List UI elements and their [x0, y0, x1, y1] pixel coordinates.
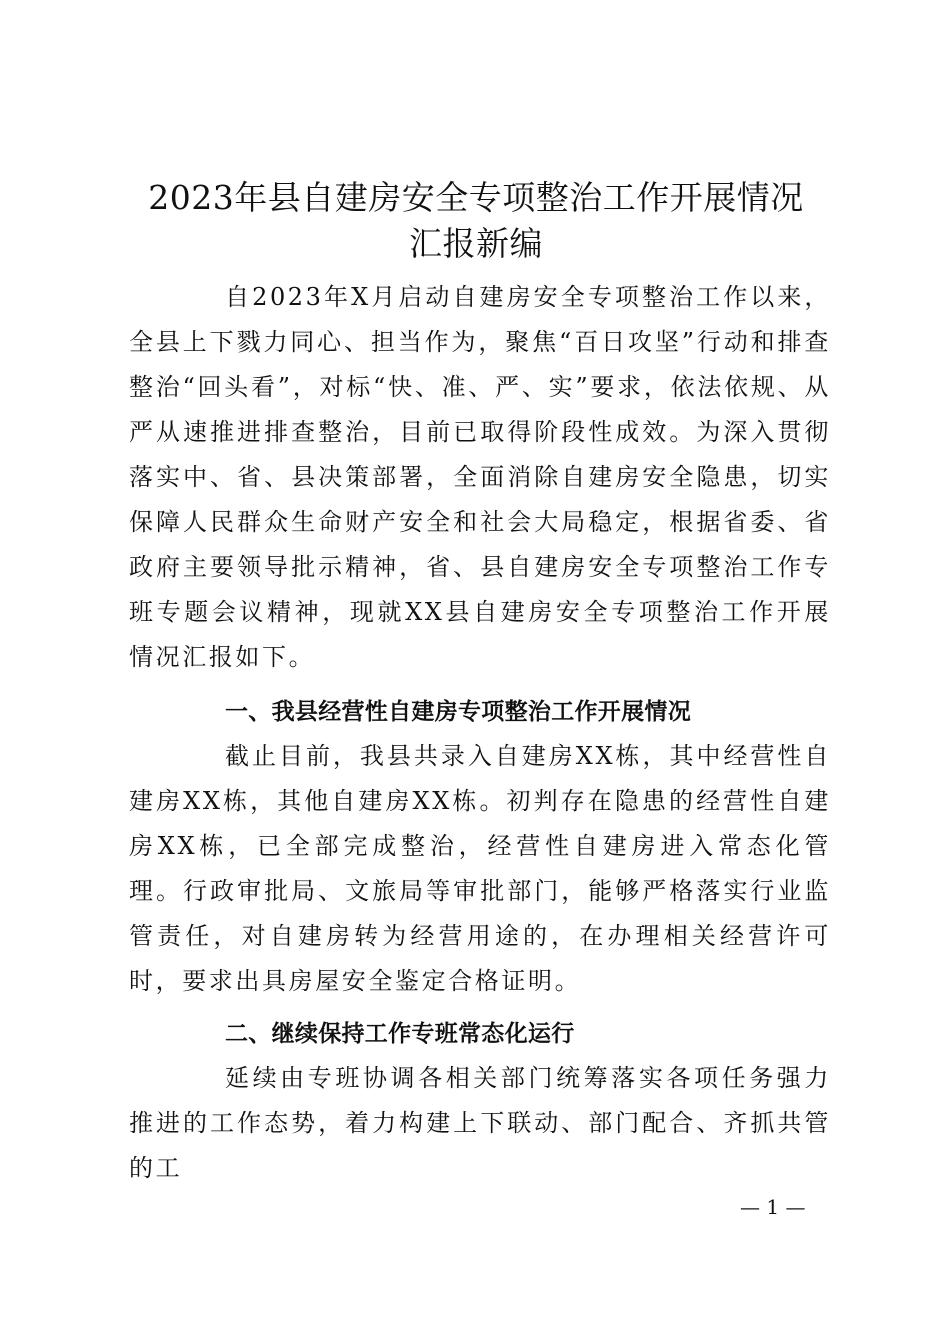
section1-paragraph: 截止目前，我县共录入自建房XX栋，其中经营性自建房XX栋，其他自建房XX栋。初判存在隐患的经营性自建房XX栋，已全部完成整治，经营性自建房进入常态化管理。行政审批局、文旅局等审批部门，能够严格落实行业监管责任，对自建房转为经营用途的，在办理相关经营许可时，要求出具房屋安全鉴定合格证明。 [129, 742, 831, 995]
section-heading-1: 一、我县经营性自建房专项整治工作开展情况 [225, 699, 691, 725]
document-title-line1: 2023年县自建房安全专项整治工作开展情况 [148, 178, 804, 217]
page-number: — 1 — [740, 1195, 806, 1219]
section-heading-2: 二、继续保持工作专班常态化运行 [225, 1021, 575, 1047]
document-title-line2: 汇报新编 [409, 224, 543, 263]
section2-paragraph: 延续由专班协调各相关部门统筹落实各项任务强力推进的工作态势，着力构建上下联动、部门配合、齐抓共管的工 [129, 1064, 831, 1182]
intro-paragraph: 自2023年X月启动自建房安全专项整治工作以来，全县上下戮力同心、担当作为，聚焦“百日攻坚”行动和排查整治“回头看”，对标“快、准、严、实”要求，依法依规、从严从速推进排查整治，目前已取得阶段性成效。为深入贯彻落实中、省、县决策部署，全面消除自建房安全隐患，切实保障人民群众生命财产安全和社会大局稳定，根据省委、省政府主要领导批示精神，省、县自建房安全专项整治工作专班专题会议精神，现就XX县自建房安全专项整治工作开展情况汇报如下。 [129, 283, 831, 671]
